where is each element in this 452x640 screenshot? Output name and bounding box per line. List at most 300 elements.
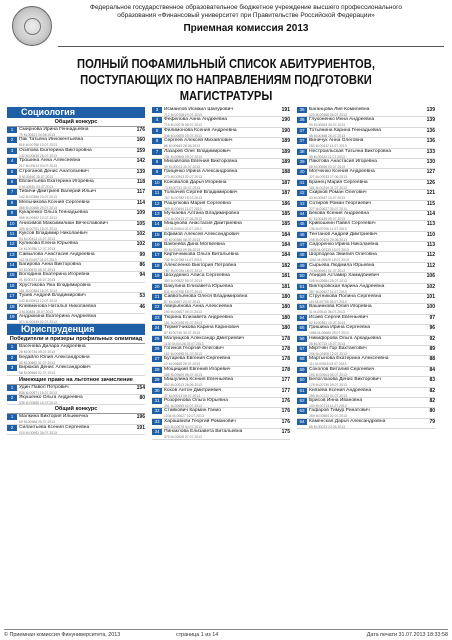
score: 113 [426,242,435,249]
applicant-name: Вакулина Елизавета Юрьевна [164,283,234,289]
score: 86 [139,262,145,269]
rank-badge: 36 [297,117,307,123]
score: 159 [136,147,145,154]
rank-badge: 10 [7,221,17,227]
list-item [297,117,435,127]
application-meta: 1808 M-00333 15.07.2013 [309,248,349,253]
list-item [297,180,435,190]
title-line-2: ПОСТУПАЮЩИХ ПО НАПРАВЛЕНИЯМ ПОДГОТОВКИ [80,72,372,87]
applicant-name: Соколов Виталий Сергеевич [309,366,375,372]
rank-badge: 6 [7,179,17,185]
application-meta: 375 M-00528 07.07.2013 [164,435,202,440]
list-item [7,365,145,375]
list-item [297,138,435,148]
list-item [7,252,145,262]
application-meta: 16 M-00286 12.07.2013 [19,247,56,252]
application-meta: 87 M-00697 23.07.2013 [164,300,201,305]
rank-badge: 28 [152,367,162,373]
list-item [152,190,290,200]
rank-badge: 22 [152,304,162,310]
list-item [152,273,290,283]
rank-badge: 63 [297,408,307,414]
score: 191 [136,424,145,431]
applicant-name: Мкртчян Гор Вахтангович [309,345,367,351]
score: 136 [426,138,435,145]
list-item [7,169,145,179]
list-item [297,356,435,366]
rank-badge: 64 [297,419,307,425]
applicant-name: Трошина Анна Алексеевна [19,158,81,164]
list-item [152,201,290,211]
header-divider [58,46,444,47]
rank-badge: 6 [152,138,162,144]
list-item [297,388,435,398]
list-item [152,169,290,179]
application-meta: 565 M-00552 12.07.2013 [19,216,57,221]
list-item [152,263,290,273]
rank-badge: 1 [7,385,17,391]
application-meta: 37 M-00013 08.07.2013 [164,393,201,398]
applicant-name: Бедайло Юлия Александровна [19,354,90,360]
applicant-name: Никифорова Ольга Аркадьевна [309,335,381,341]
applicant-name: Саввотьянова Олеся Владимировна [164,294,248,300]
score: 187 [281,179,290,186]
score: 99 [139,251,145,258]
applicant-name: Викторовская Карина Андреевна [309,283,385,289]
list-item [297,315,435,325]
rank-badge: 13 [7,252,17,258]
rank-badge: 54 [297,315,307,321]
applicant-name: Ефимов Алексей Александрович [164,231,240,237]
applicant-name: Мощицкий Евгений Игоревич [164,366,231,372]
list-item [297,346,435,356]
list-item [297,377,435,387]
rank-badge: 19 [152,273,162,279]
page-title [32,56,421,104]
applicant-name: Удин Павел Петрович [19,384,69,390]
application-meta: 26 M-00715 15.07.2013 [309,341,346,346]
application-meta: 111 M-00518 03.07.2013 [309,362,347,367]
application-meta: 40 M-00380 08.07.2013 [164,237,201,242]
rank-badge: 7 [152,149,162,155]
application-meta: 348 M-00605 05.07.2013 [164,133,202,138]
application-meta: 79 M-00521 24.06.2013 [19,133,56,137]
score: 82 [429,397,435,404]
rank-badge: 46 [297,232,307,238]
applicant-name: Фефелова Анна Андреевна [164,117,228,123]
score: 180 [281,304,290,311]
rank-badge: 18 [152,263,162,269]
rank-badge: 2 [7,395,17,401]
application-meta: 719 M-00078 08.07.2013 [164,123,202,128]
footer-copyright: © Приемная комиссия Финуниверситета, 2013 [4,632,121,638]
applicant-name: Вакбеева Дина Мотвеевна [164,242,225,248]
rank-badge: 35 [297,107,307,113]
list-item [297,294,435,304]
applicant-name: Рашупкова Мария Сергеевна [164,200,231,206]
list-item [7,148,145,158]
application-meta: 100 M-00713 11.07.2013 [309,403,347,408]
rank-badge: 49 [297,263,307,269]
score: 136 [426,127,435,134]
list-item [297,263,435,273]
score: 176 [281,397,290,404]
applicant-name: Бутарева Евгения Сергеевна [164,356,231,362]
applicant-name: Осипова Екатерина Викторовна [19,147,92,153]
application-meta: 219 M-00692 26.07.2013 [19,430,57,435]
application-meta: 327 M-00033 27.06.2013 [309,175,347,180]
applicant-name: Абидов Астамир Хамидбиевич [309,273,380,279]
applicant-name: Малуицков Александр Дмитриевич [164,335,245,341]
applicant-name: Клейменова Наталья Николаевна [19,303,97,309]
applicant-name: Сотиров Роман Георгиевич [309,200,372,206]
list-item [7,158,145,168]
header [0,4,452,34]
application-meta: 388 M-00609 06.07.2013 [164,372,202,377]
rank-badge: 9 [152,169,162,175]
list-item [297,169,435,179]
rank-badge: 40 [297,169,307,175]
score: 177 [281,387,290,394]
admission-title: Приемная комиссия 2013 [183,23,309,34]
application-meta: 732 M-00768 11.07.2013 [164,258,202,263]
score: 102 [136,241,145,248]
list-item [152,304,290,314]
applicant-name: Малкина Виктория Ильинична [19,414,88,420]
rank-badge: 26 [152,346,162,352]
rank-badge: 2 [7,137,17,143]
rank-badge: 8 [152,159,162,165]
application-meta: 45 M-00468 26.07.2013 [309,133,346,138]
list-item [152,138,290,148]
application-meta: 30 M-00662 31.07.2013 [19,360,56,365]
list-item [297,232,435,242]
score: 187 [281,190,290,197]
rank-badge: 12 [7,241,17,247]
column-2 [152,107,290,440]
applicant-name: Михайлова Евгения Викторовна [164,158,238,164]
applicant-name: Тюрина Елизавета Андреевна [164,314,233,320]
applicant-name: Сергеев Алексей Михайлович [164,138,233,144]
list-item [297,336,435,346]
score: 117 [136,189,145,196]
applicant-name: Мучкаева Алтана Владимировна [164,210,240,216]
applicant-name: Лазарев Олег Владимирович [164,148,231,154]
list-item [7,355,145,365]
score: 186 [281,200,290,207]
subsection-header: Имеющие право на льготное зачисление [7,376,145,385]
applicant-name: Гриценко Ирина Александровна [164,169,238,175]
score: 100 [426,304,435,311]
org-line-1: Федеральное государственное образовательное бюджетное учреждение высшего профессионального [90,4,402,11]
applicant-name: Евлантьева Екатерина Игоревна [19,178,94,184]
application-meta: 666 M-00465 25.07.2013 [19,205,57,210]
rank-badge: 32 [152,408,162,414]
rank-badge: 4 [152,117,162,123]
applicant-name: Киртичникова Ольга Витальевна [164,252,239,258]
title-line-3: МАГИСТРАТУРЫ [179,88,273,103]
footer [4,629,448,638]
applicant-name: Силантьева Ксения Сергеевна [19,424,90,430]
application-meta: 1130 M-00126 25.07.2013 [164,341,204,346]
rank-badge: 38 [297,149,307,155]
application-meta: 143 M-00513 12.07.2013 [19,299,57,304]
score: 118 [136,178,145,185]
list-item [297,201,435,211]
subsection-header: Победители и призеры профильных олимпиад [7,335,145,344]
score: 112 [426,252,435,259]
list-item [152,336,290,346]
list-item [152,356,290,366]
rank-badge: 56 [297,336,307,342]
rank-badge: 59 [297,367,307,373]
score: 175 [281,429,290,436]
applicant-name: Бранец Мария Сергеевна [309,179,368,185]
application-meta: 73 M-00741 30.07.2013 [164,185,201,190]
score: 189 [281,158,290,165]
application-meta: 1052 M-00529 15.07.2013 [309,258,349,263]
application-meta: 92 M-00461 10.07.2013 [309,320,346,325]
rank-badge: 43 [297,201,307,207]
list-item [7,395,145,405]
score: 106 [426,273,435,280]
score: 189 [281,148,290,155]
application-meta: 190 M-00607 09.07.2013 [164,310,202,315]
list-item [152,315,290,325]
score: 89 [429,345,435,352]
list-item [152,211,290,221]
rank-badge: 1 [7,414,17,420]
score: 154 [136,384,145,391]
score: 185 [281,221,290,228]
applicant-name: Куликова Елена Юрьевна [19,241,78,247]
applicant-name: Шохуденко Алиса Сергеевна [164,273,230,279]
applicant-name: Мишулина Ксения Евгеньевна [164,377,234,383]
application-meta: 543 M-00678 04.07.2013 [164,424,202,429]
score: 88 [429,356,435,363]
applicant-name: Куксов Владимир Николаевич [19,230,88,236]
applicant-name: Брисов Инна Ивановна [309,397,363,403]
rank-badge: 19 [7,314,17,320]
rank-badge: 5 [7,169,17,175]
rank-badge: 27 [152,356,162,362]
list-item [297,159,435,169]
list-item [152,107,290,117]
list-item [7,210,145,220]
list-item [152,252,290,262]
score: 196 [136,414,145,421]
score: 80 [139,394,145,401]
rank-badge: 42 [297,190,307,196]
score: 180 [281,294,290,301]
list-item [7,283,145,293]
list-item [7,304,145,314]
list-item [7,425,145,435]
application-meta: 269 M-00564 02.07.2013 [309,414,347,419]
application-meta: 287 M-00627 11.07.2013 [309,289,347,294]
footer-page: страница 1 из 14 [176,632,219,638]
list-item [7,262,145,272]
list-item [152,180,290,190]
application-meta: 43 M-00547 10.07.2013 [309,196,346,201]
applicant-name: Князева Ксения Андреевна [309,387,372,393]
score: 191 [281,107,290,113]
applicant-name: Андрюкина Екатерина Андреевна [19,314,97,320]
application-meta: 28 M-00734 09.07.2013 [19,350,56,355]
application-meta: 631 M-00706 15.07.2013 [164,289,202,294]
application-meta: 320 M-00468 05.07.2013 [309,113,347,117]
rank-badge: 62 [297,398,307,404]
rank-badge: 41 [297,180,307,186]
application-meta: 94 M-00413 10.07.2013 [19,236,56,241]
section-header: Юриспруденция [7,324,145,335]
list-item [297,252,435,262]
applicant-name: Тотьянина Карина Геннадьевна [309,127,381,133]
list-item [297,284,435,294]
rank-badge: 9 [7,210,17,216]
application-meta: 767 M-00782 15.07.2013 [164,196,202,201]
list-item [152,159,290,169]
application-meta: 55 M-00632 11.07.2013 [309,154,345,159]
applicant-name: Шорподеза Эмилия Олеговна [309,252,377,258]
applicant-name: Пак Татьяна Иннокентьевна [19,137,84,143]
applicant-name: Исмаилов Исмаил Шапурович [164,107,233,112]
score: 130 [426,158,435,165]
application-meta: 374 M-00449 02.07.2013 [19,320,57,325]
applicant-name: Паютова Анастасия Игоревна [309,158,377,164]
score: 180 [281,314,290,321]
score: 109 [136,210,145,217]
score: 82 [429,387,435,394]
rank-badge: 39 [297,159,307,165]
application-meta: 11 M-00610 08.07.2013 [309,310,345,315]
applicant-name: Гафаров Тимур Ринатович [309,408,370,414]
application-meta: 4 M-00484 15.07.2013 [19,309,54,314]
title-line-1: ПОЛНЫЙ ПОФАМИЛЬНЫЙ СПИСОК АБИТУРИЕНТОВ, [77,56,375,71]
rank-badge: 8 [7,200,17,206]
application-meta: 193 M-00503 05.07.2013 [309,372,347,377]
application-meta: 74 M-00691 01.07.2013 [309,268,346,273]
applicant-name: Терметчикова Карина Каринович [164,325,240,331]
score: 97 [429,314,435,321]
application-meta: 206 M-00498 12.07.2013 [309,351,347,356]
application-meta: 90 M-00693 30.07.2013 [309,123,346,128]
applicant-name: Смирнова Ирина Геннадьевна [19,127,89,132]
score: 182 [281,262,290,269]
rank-badge: 34 [152,429,162,435]
list-item [297,242,435,252]
rank-badge: 60 [297,377,307,383]
applicant-name: Нестроильская Татьяна Викторовна [309,148,392,154]
list-item [7,414,145,424]
application-meta: 57 M-00449 09.07.2013 [309,216,346,221]
list-item [297,419,435,429]
score: 160 [136,137,145,144]
list-item [152,294,290,304]
score: 113 [426,221,435,228]
score: 176 [281,418,290,425]
application-meta: 787 M-00706 18.07.2013 [164,268,202,273]
application-meta: 9 M-00540 03.07.2013 [19,184,54,189]
list-item [152,149,290,159]
score: 139 [426,117,435,124]
score: 94 [139,272,145,279]
list-item [152,388,290,398]
score: 96 [429,325,435,332]
applicant-name: Каменская Дарья Александровна [309,418,386,424]
applicant-name: Самылова Анастасия Андреевна [19,251,95,257]
application-meta: 142 M-00386 23.07.2013 [19,195,57,200]
rank-badge: 18 [7,304,17,310]
applicant-name: Строганов Денис Анатольевич [19,168,89,174]
list-item [297,149,435,159]
rank-badge: 15 [7,272,17,278]
application-meta: 838 M-00971 15.07.2013 [19,390,57,395]
list-item [152,325,290,335]
list-item [152,128,290,138]
application-meta: 132 M-00615 26.07.2013 [19,153,57,158]
column-1 [7,107,145,435]
list-item [7,293,145,303]
list-item [7,189,145,199]
application-meta: 161 M-00384 16.07.2013 [19,288,57,293]
list-item [297,211,435,221]
application-meta: 217 M-00613 04.07.2013 [19,164,57,169]
list-item [152,221,290,231]
list-item [152,377,290,387]
applicant-name: Стайкович Кармин Ганио [164,408,222,414]
rank-badge: 10 [152,180,162,186]
rank-badge: 24 [152,325,162,331]
list-item [297,107,435,117]
application-meta: 91 M-00371 05.07.2013 [19,278,56,283]
score: 114 [136,199,145,206]
score: 184 [281,252,290,259]
rank-badge: 1 [7,344,17,350]
application-meta: 816 M-00786 10.07.2013 [19,143,57,148]
rank-badge: 3 [7,148,17,154]
score: 178 [281,345,290,352]
rank-badge: 2 [7,355,17,361]
application-meta: 1066 M-00683 25.07.2013 [309,331,349,336]
applicant-name: Бирюков Денис Александрович [19,365,91,371]
list-item [7,385,145,395]
application-meta: 56 M-00664 02.07.2013 [19,371,56,376]
rank-badge: 7 [7,189,17,195]
rank-badge: 37 [297,138,307,144]
application-meta: 12 M-00660 29.07.2013 [164,362,201,367]
list-item [7,344,145,354]
score: 178 [281,335,290,342]
rank-badge: 58 [297,356,307,362]
applicant-name: Стругникова Полина Сергеевна [309,294,382,300]
application-meta: 69 M-00568 29.07.2013 [19,420,56,425]
application-meta: 86 M-00663 28.06.2013 [164,144,201,149]
score: 139 [426,107,435,113]
rank-badge: 52 [297,294,307,300]
rank-badge: 15 [152,232,162,238]
rank-badge: 5 [152,128,162,134]
application-meta: 255 M-00132 01.07.2013 [309,393,347,398]
rank-badge: 12 [152,201,162,207]
rank-badge: 30 [152,388,162,394]
application-meta: 309 M-00751 18.07.2013 [19,226,57,231]
application-meta: 852 M-00013 28.06.2013 [164,383,202,388]
applicant-name: Кохов Антон Дмитриевич [164,387,222,393]
score: 185 [281,210,290,217]
subsection-header: Общий конкурс [7,405,145,414]
applicant-name: Сидоренко Ирина Николаевна [309,242,379,248]
